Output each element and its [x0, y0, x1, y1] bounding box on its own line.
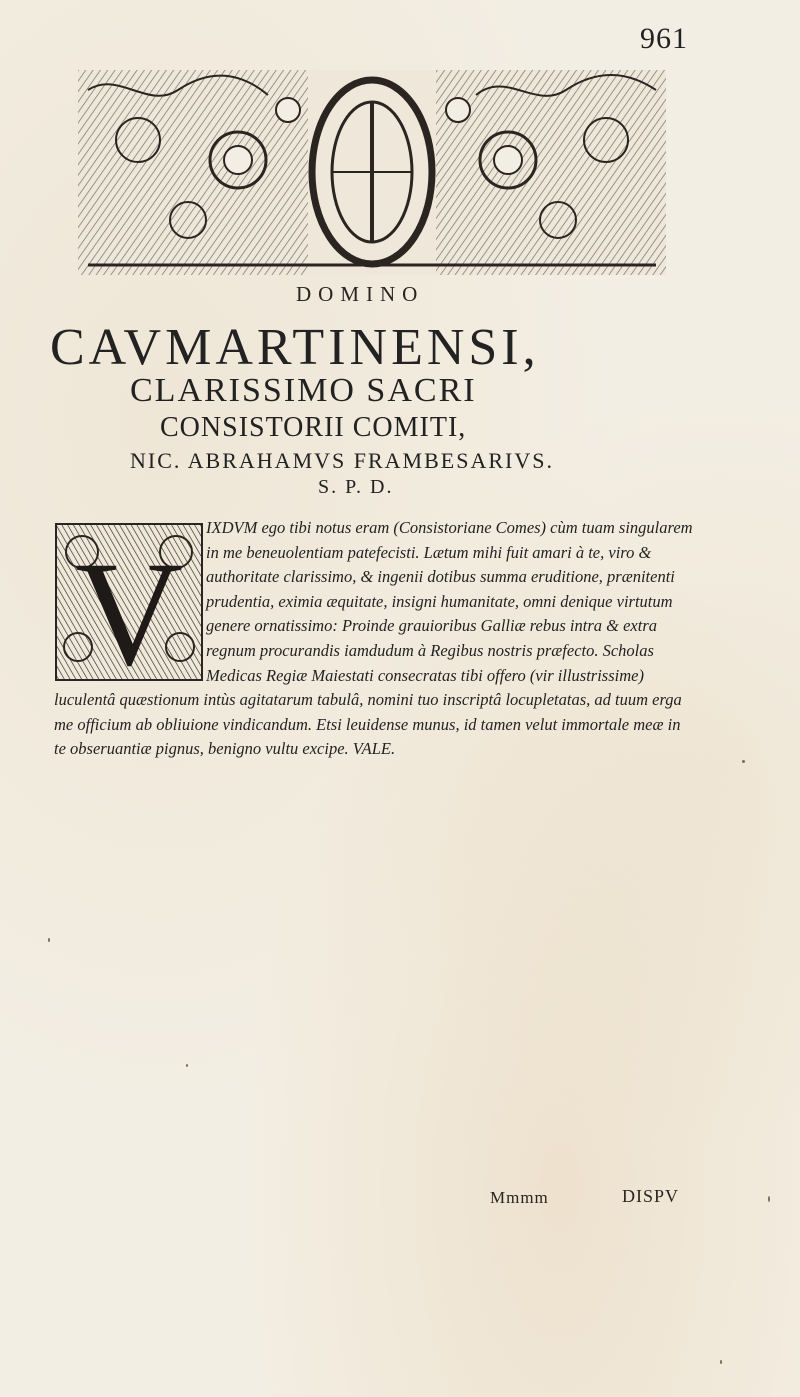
heading-author: NIC. ABRAHAMVS FRAMBESARIVS.: [130, 448, 554, 473]
heading-salutation: S. P. D.: [318, 476, 394, 498]
page-number: 961: [640, 22, 688, 55]
signature-mark: Mmmm: [490, 1188, 549, 1207]
heading-name: CAVMARTINENSI,: [50, 319, 540, 376]
paper-speck: [742, 760, 745, 763]
paper-speck: [768, 1196, 770, 1202]
paper-speck: [720, 1360, 722, 1364]
paper-speck: [48, 938, 50, 942]
catchword: DISPV: [622, 1186, 680, 1206]
initial-letter-glyph: V: [74, 531, 184, 682]
heading-office: CONSISTORII COMITI,: [160, 412, 467, 443]
initial-spacer: [54, 516, 206, 678]
heading-title: CLARISSIMO SACRI: [130, 372, 477, 409]
ornamental-headpiece: [78, 70, 666, 275]
paper-speck: [186, 1064, 188, 1067]
dedication-text: [54, 516, 694, 762]
dedication-paragraph: IXDVM ego tibi notus eram (Consistoriane Comes) cùm tuam singularem in me beneuolentiam patefecisti. Lætum mihi fuit amari à te, viro & authoritate clarissimo, & ingenii dotibus summa eruditione, prænitenti prudentia, eximia æquitate, insigni humanitate, omni denique virtutum genere ornatissimo: Proinde grauioribus Galliæ rebus intra & extra regnum procurandis iamdudum à Regibus nostris præfecto. Scholas Medicas Regiæ Maiestati consecratas tibi offero (vir illustrissime) luculentâ quæstionum intùs agitatarum tabulâ, nomini tuo inscriptâ locupletatas, ad tuum erga me officium ab obliuione vindicandum. Etsi leuidense munus, id tamen velut immortale meæ in te obseruantiæ pignus, benigno vultu excipe. VALE.: [54, 518, 693, 759]
heading-domino: DOMINO: [296, 282, 425, 306]
